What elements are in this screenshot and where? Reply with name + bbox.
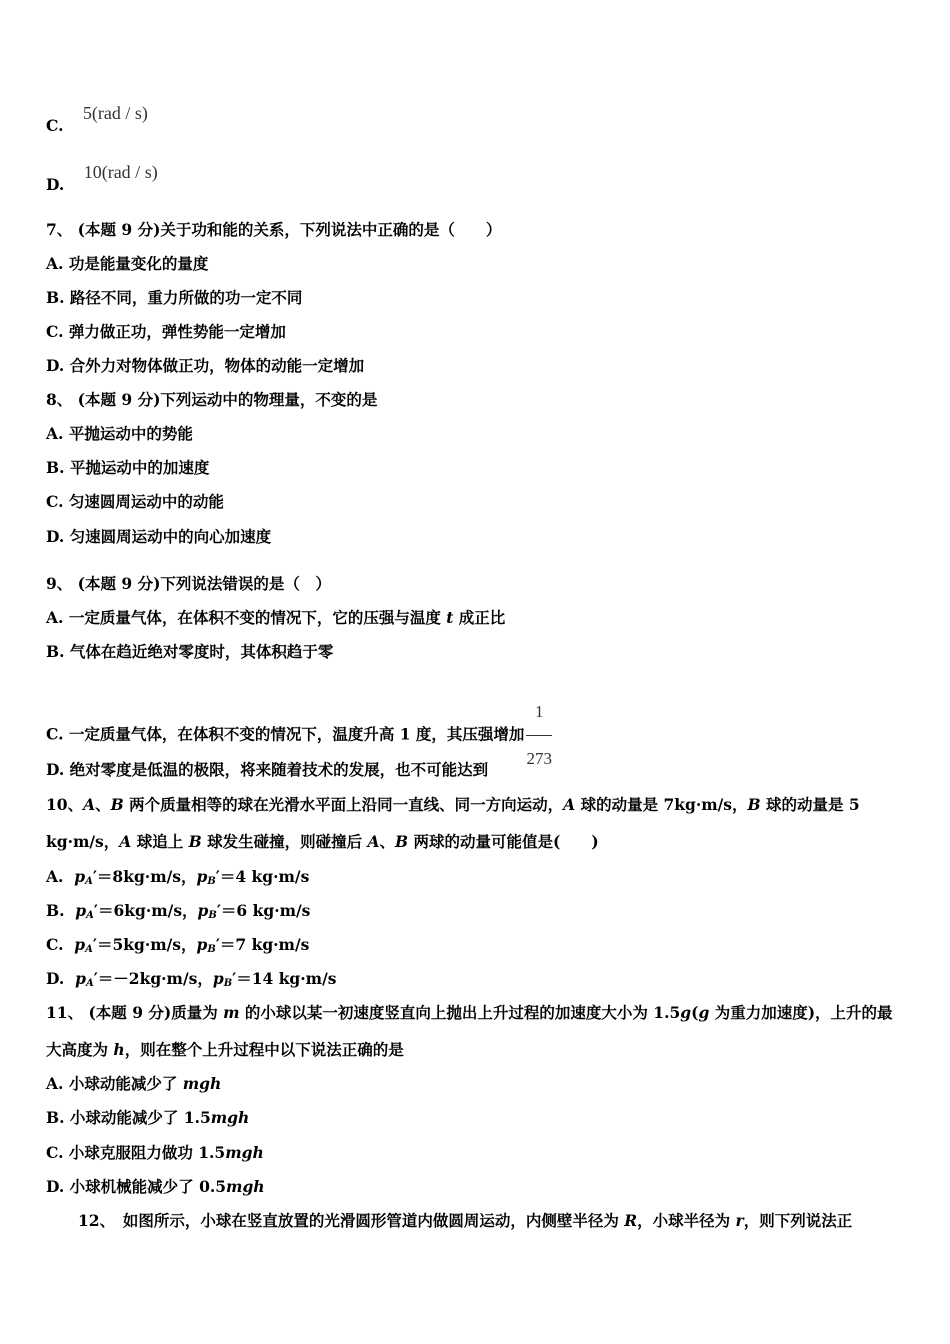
q11-option-a: A. 小球动能减少了 mgh [46,1074,222,1093]
q10-stem-line1: 10、A、B 两个质量相等的球在光滑水平面上沿同一直线、同一方向运动，A 球的动量是 7kg·m/s，B 球的动量是 5 [46,795,860,814]
q7-option-d: D. 合外力对物体做正功，物体的动能一定增加 [46,356,365,375]
fraction: $\frac{1}{273}$ [526,690,552,781]
q7-stem: 7、 (本题 9 分)关于功和能的关系，下列说法中正确的是（ ） [46,220,502,239]
q10-option-d: D. $p_A'=-2kg\cdot m/s$，$p_B'=14$ kg·m/s [46,969,337,989]
q6-option-c [46,103,910,136]
q12-stem: 12、 如图所示，小球在竖直放置的光滑圆形管道内做圆周运动，内侧壁半径为 R，小球半径为 r，则下列说法正 [78,1211,853,1230]
angular-speed-value: 5(rad / s) [82,103,148,123]
q9-stem: 9、 (本题 9 分)下列说法错误的是（ ） [46,574,331,593]
q8-option-a: A. 平抛运动中的势能 [46,424,193,443]
q11-option-b: B. 小球动能减少了 1.5mgh [46,1108,250,1127]
q7-option-c: C. 弹力做正功，弹性势能一定增加 [46,322,286,341]
option-label: C. [46,116,64,135]
q11-option-d: D. 小球机械能减少了 0.5mgh [46,1177,265,1196]
q6-option-d [46,162,910,195]
q8-option-c: C. 匀速圆周运动中的动能 [46,492,224,511]
angular-speed-value: 10(rad / s) [83,162,158,182]
q11-stem-line2: 大高度为 h，则在整个上升过程中以下说法正确的是 [46,1040,404,1059]
option-label: D. [46,175,65,194]
q9-option-d: D. 绝对零度是低温的极限，将来随着技术的发展，也不可能达到 [46,760,489,779]
q9-option-a: A. 一定质量气体，在体积不变的情况下，它的压强与温度 t 成正比 [46,608,506,627]
q10-option-b: B. $p_A'=6kg\cdot m/s$，$p_B'=6$ kg·m/s [46,901,311,921]
q11-stem-line1: 11、 (本题 9 分)质量为 m 的小球以某一初速度竖直向上抛出上升过程的加速度大小为 1.5g(g 为重力加速度)，上升的最 [46,1003,893,1022]
q9-option-c: C. 一定质量气体，在体积不变的情况下，温度升高 1 度，其压强增加 $\frac{1}{273}$ [46,690,910,781]
q7-option-a: A. 功是能量变化的量度 [46,254,209,273]
q7-option-b: B. 路径不同，重力所做的功一定不同 [46,288,303,307]
q11-option-c: C. 小球克服阻力做功 1.5mgh [46,1143,264,1162]
q10-option-a: A. $p_A'=8kg\cdot m/s$，$p_B'=4$ kg·m/s [46,867,310,887]
q8-option-d: D. 匀速圆周运动中的向心加速度 [46,527,272,546]
q8-stem: 8、 (本题 9 分)下列运动中的物理量，不变的是 [46,390,378,409]
q10-stem-line2: kg·m/s，A 球追上 B 球发生碰撞，则碰撞后 A、B 两球的动量可能值是( ) [46,832,599,851]
q10-option-c: C. $p_A'=5kg\cdot m/s$，$p_B'=7$ kg·m/s [46,935,310,955]
q8-option-b: B. 平抛运动中的加速度 [46,458,210,477]
q9-option-b: B. 气体在趋近绝对零度时，其体积趋于零 [46,642,334,661]
